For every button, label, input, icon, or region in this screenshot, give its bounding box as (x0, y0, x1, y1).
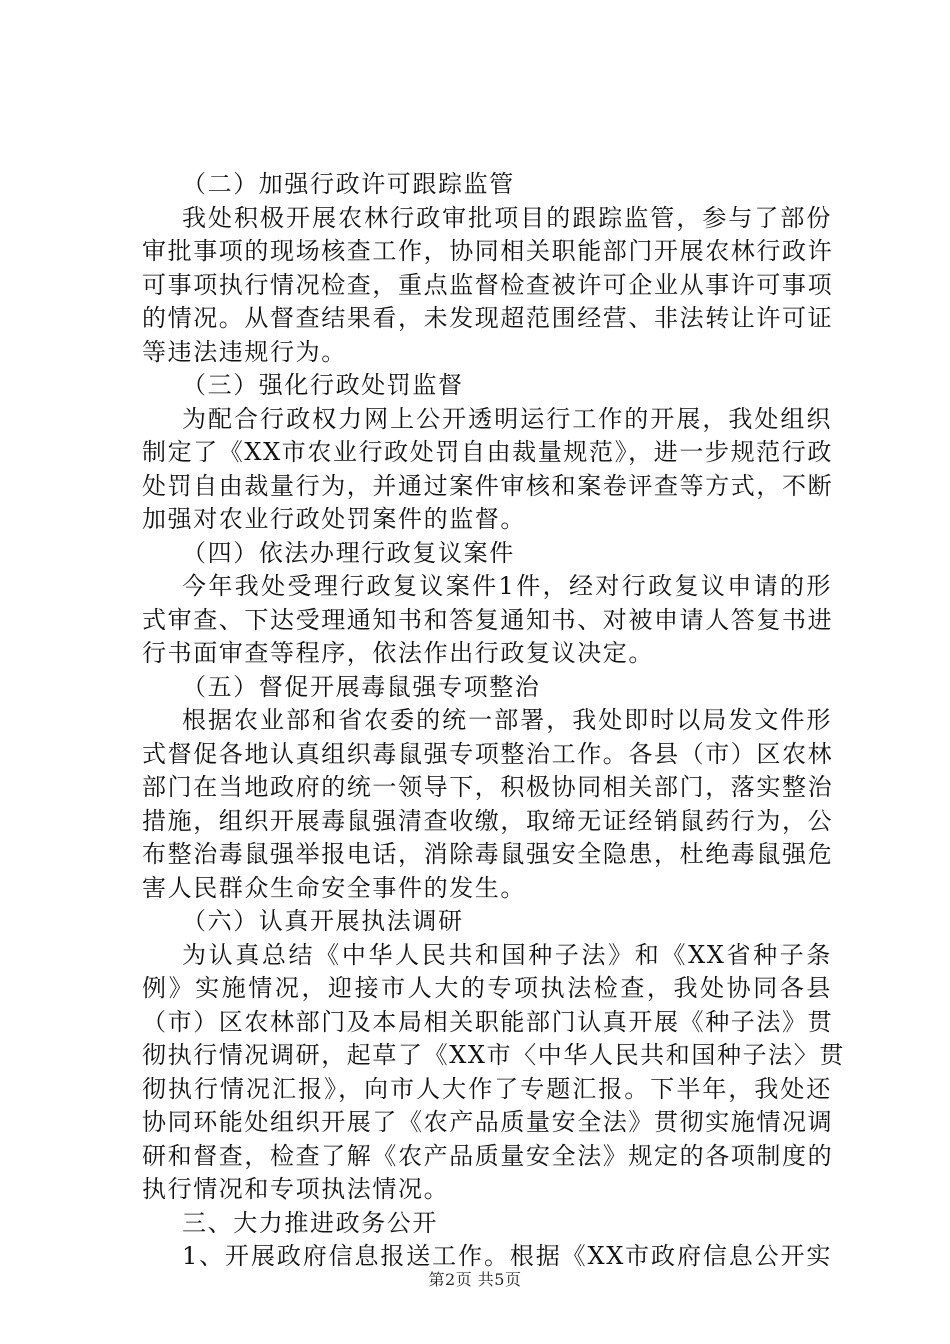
text-line: 措施，组织开展毒鼠强清查收缴，取缔无证经销鼠药行为，公 (142, 806, 834, 835)
text-line: 害人民群众生命安全事件的发生。 (142, 873, 526, 902)
text-line: 1、开展政府信息报送工作。根据《XX市政府信息公开实 (182, 1242, 832, 1270)
page-footer: 第2页 共5页 (428, 1270, 522, 1289)
text-line: 今年我处受理行政复议案件1件，经对行政复议申请的形 (182, 572, 832, 600)
text-line: 式督促各地认真组织毒鼠强专项整治工作。各县（市）区农林 (142, 739, 834, 768)
text-line: 为认真总结《中华人民共和国种子法》和《XX省种子条 (182, 940, 832, 969)
text-line: 的情况。从督查结果看，未发现超范围经营、非法转让许可证 (142, 304, 834, 332)
text-line: 为配合行政权力网上公开透明运行工作的开展，我处组织 (182, 404, 832, 433)
document-body (142, 168, 845, 1274)
text-line: 我处积极开展农林行政审批项目的跟踪监管，参与了部份 (182, 203, 832, 232)
text-line: （二）加强行政许可跟踪监管 (182, 170, 515, 198)
text-line: 式审查、下达受理通知书和答复通知书、对被申请人答复书进 (142, 605, 834, 634)
text-line: （五）督促开展毒鼠强专项整治 (182, 672, 541, 701)
text-line: 彻执行情况汇报》，向市人大作了专题汇报。下半年，我处还 (142, 1074, 832, 1103)
text-line: 行书面审查等程序，依法作出行政复议决定。 (142, 639, 654, 667)
text-line: 制定了《XX市农业行政处罚自由裁量规范》，进一步规范行政 (142, 438, 833, 466)
text-line: 处罚自由裁量行为，并通过案件审核和案卷评查等方式，不断 (142, 471, 834, 500)
text-line: 研和督查，检查了解《农产品质量安全法》规定的各项制度的 (142, 1141, 834, 1170)
text-line: 根据农业部和省农委的统一部署，我处即时以局发文件形 (182, 706, 832, 734)
text-line: 部门在当地政府的统一领导下，积极协同相关部门，落实整治 (142, 773, 834, 801)
text-line: （六）认真开展执法调研 (182, 907, 464, 935)
text-line: 审批事项的现场核查工作，协同相关职能部门开展农林行政许 (142, 237, 834, 265)
text-line: 执行情况和专项执法情况。 (142, 1175, 450, 1203)
text-line: 例》实施情况，迎接市人大的专项执法检查，我处协同各县 (142, 974, 832, 1002)
text-line: （三）强化行政处罚监督 (182, 371, 464, 399)
text-line: 可事项执行情况检查，重点监督检查被许可企业从事许可事项 (142, 270, 834, 299)
text-line: 加强对农业行政处罚案件的监督。 (142, 505, 526, 533)
text-line: 彻执行情况调研，起草了《XX市〈中华人民共和国种子法〉贯 (142, 1041, 845, 1069)
text-line: 协同环能处组织开展了《农产品质量安全法》贯彻实施情况调 (142, 1108, 834, 1136)
text-line: 三、大力推进政务公开 (182, 1208, 438, 1237)
text-line: 等违法违规行为。 (142, 337, 347, 366)
text-line: （四）依法办理行政复议案件 (182, 538, 515, 567)
text-line: 布整治毒鼠强举报电话，消除毒鼠强安全隐患，杜绝毒鼠强危 (142, 840, 834, 868)
text-line: （市）区农林部门及本局相关职能部门认真开展《种子法》贯 (142, 1007, 834, 1036)
